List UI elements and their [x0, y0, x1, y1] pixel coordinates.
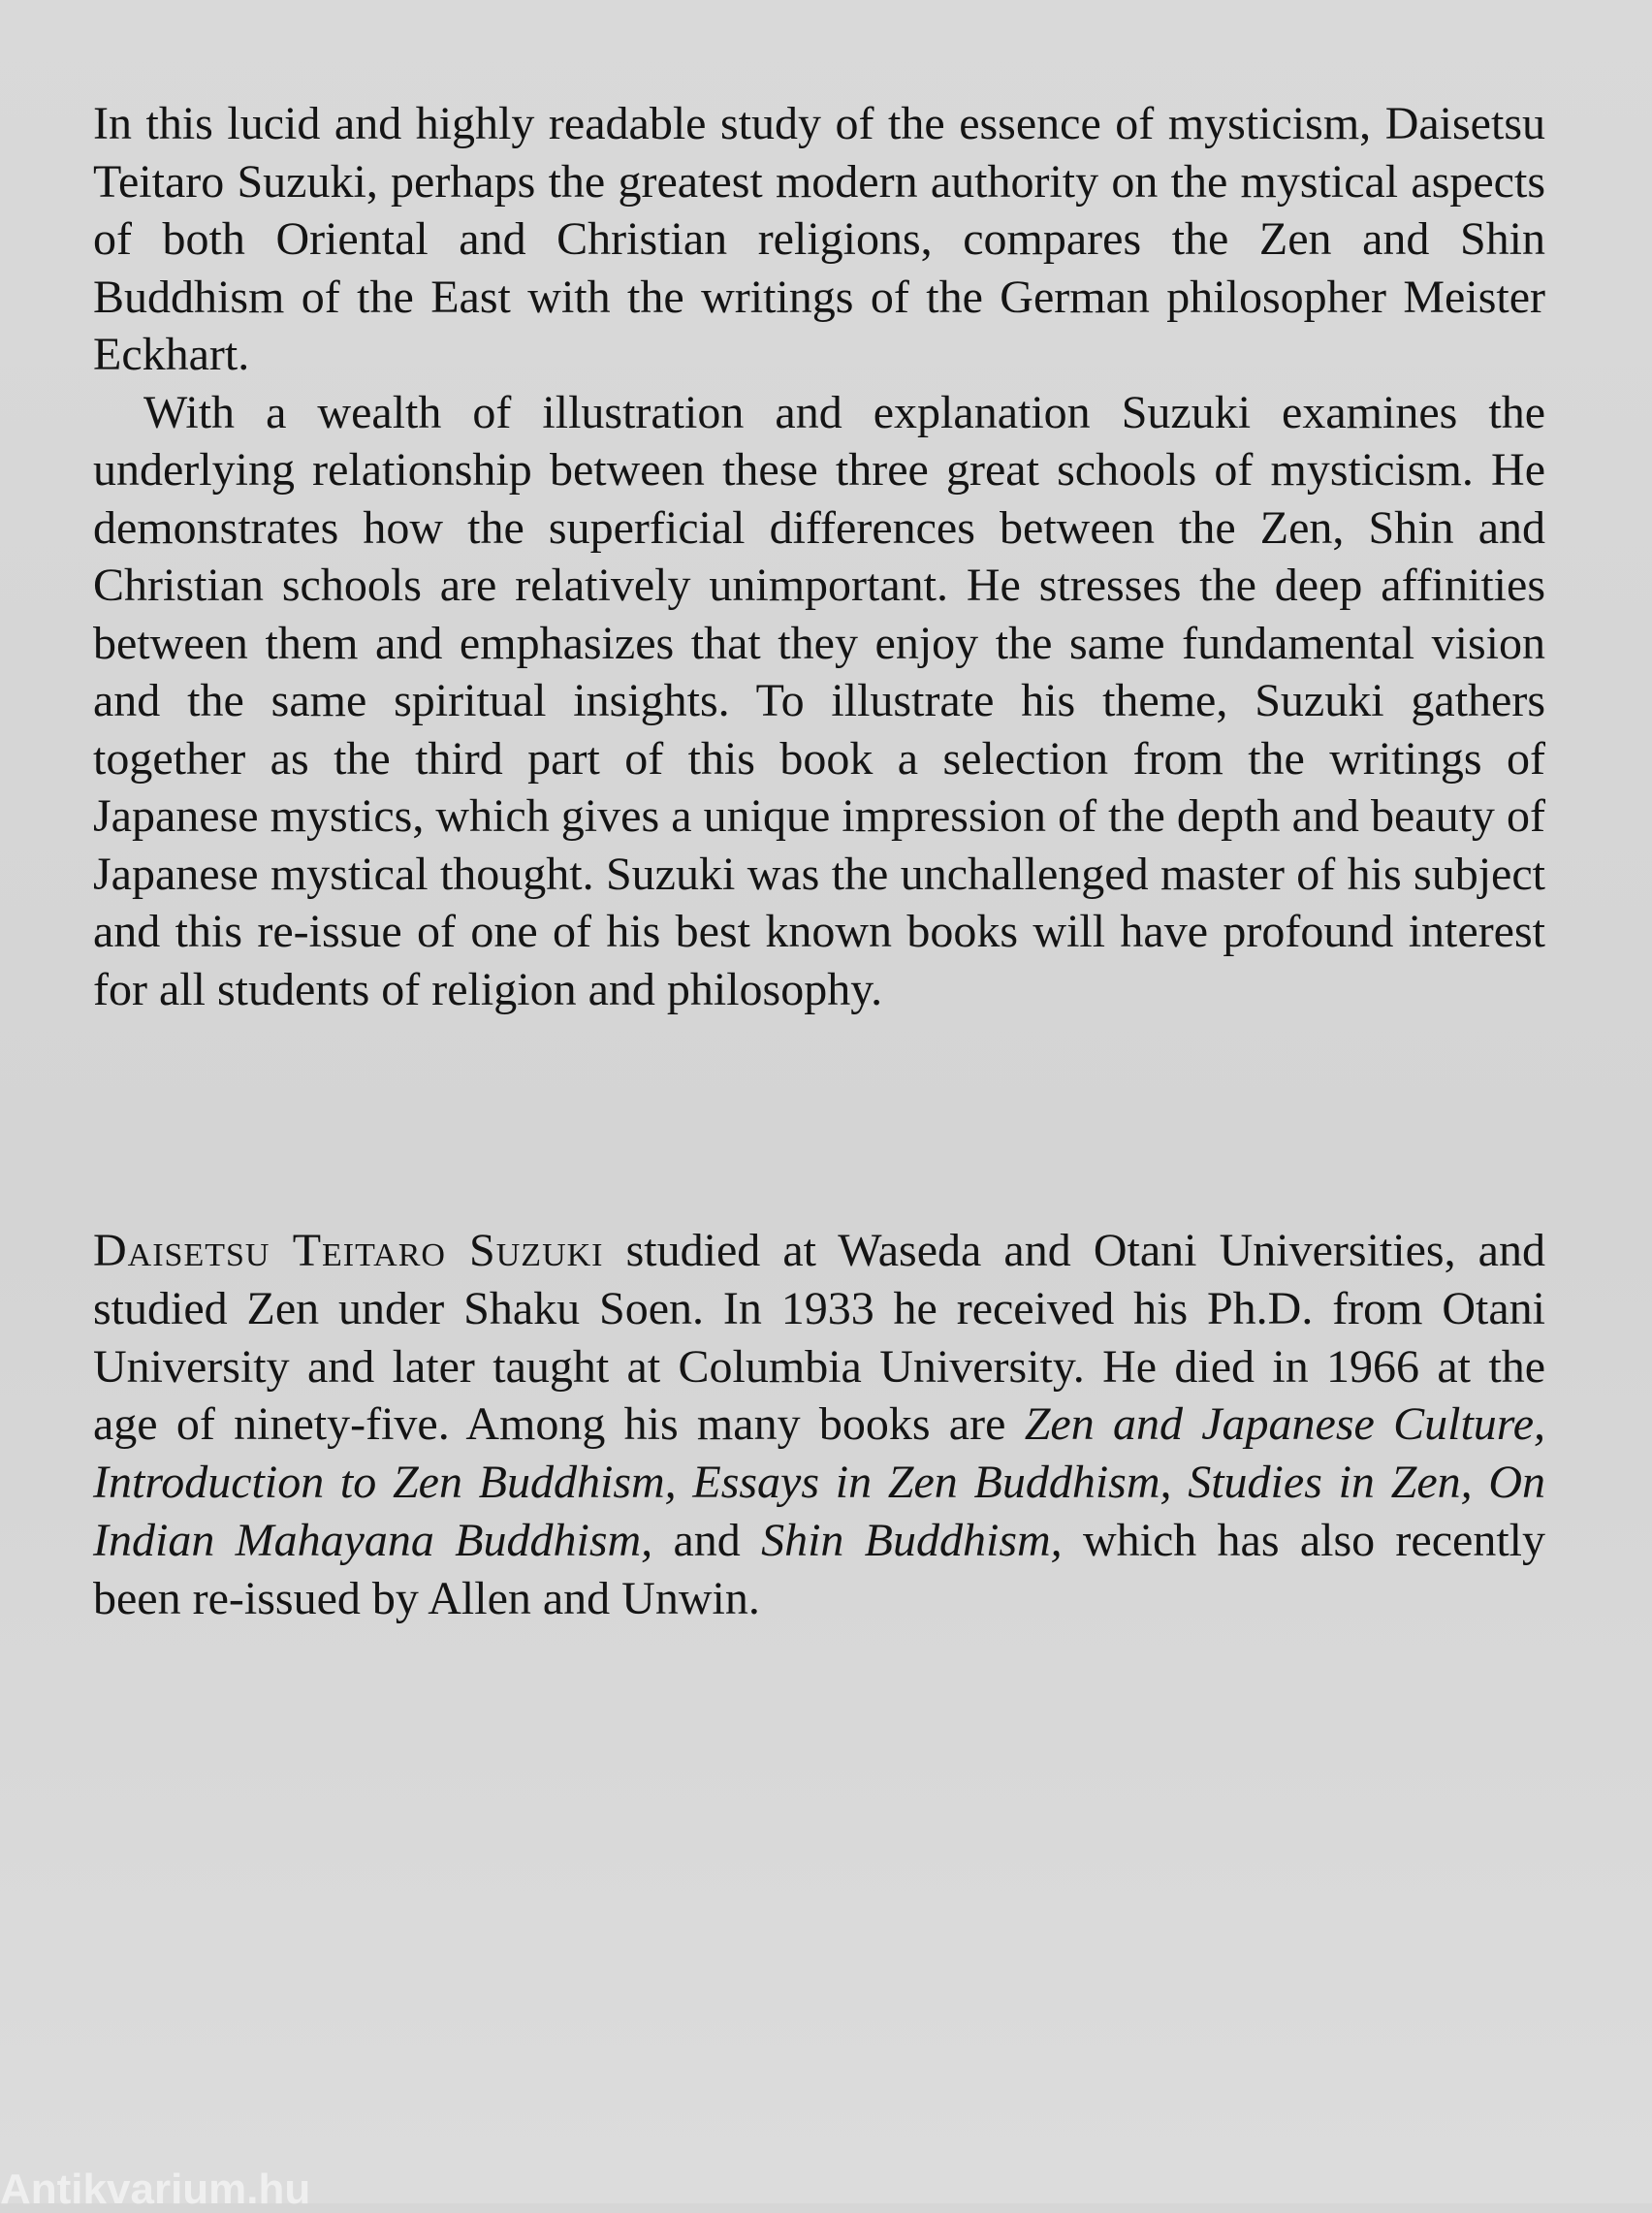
book-titles-list: Zen and Japanese Culture, Introduction to Zen Buddhism, Essays in Zen Buddhism, Studies in Zen, On Indian Mahayana Buddhism, [93, 1398, 1546, 1566]
author-name: Daisetsu Teitaro Suzuki [93, 1225, 604, 1276]
description-paragraph-2: With a wealth of illustration and explanation Suzuki examines the underlying relationship between these three great schools of mysticism. He demonstrates how the superficial differences between the Zen, Shin and Christian schools are relatively unimportant. He stresses the deep affinities between them and emphasizes that they enjoy the same fundamental vision and the same spiritual insights. To illustrate his theme, Suzuki gathers together as the third part of this book a selection from the writings of Japanese mystics, which gives a unique impression of the depth and beauty of Japanese mystical thought. Suzuki was the unchallenged master of his subject and this re-issue of one of his best known books will have profound interest for all students of religion and philosophy. [93, 386, 1545, 1015]
book-description [93, 95, 1545, 1018]
description-paragraph-1: In this lucid and highly readable study of the essence of mysticism, Daisetsu Teitaro Suzuki, perhaps the greatest modern authority on the mystical aspects of both Oriental and Christian religions, compares the Zen and Shin Buddhism of the East with the writings of the German philosopher Meister Eckhart. [93, 98, 1545, 380]
biography-intro: studied at Waseda and Otani Universities, and studied Zen under Shaku Soen. In 1933 he received his Ph.D. from Otani University and later taught at Columbia University. He died in 1966 at the age of ninety-five. Among his many books are [93, 1225, 1545, 1451]
watermark-logo: Antikvarium.hu [0, 2165, 311, 2213]
biography-paragraph [93, 1222, 1545, 1628]
conjunction: and [652, 1514, 762, 1566]
book-title-shin-buddhism: Shin Buddhism, [761, 1514, 1063, 1566]
biography-outro: which has also recently been re-issued by Allen and Unwin. [93, 1514, 1545, 1624]
author-biography [93, 1222, 1545, 1628]
